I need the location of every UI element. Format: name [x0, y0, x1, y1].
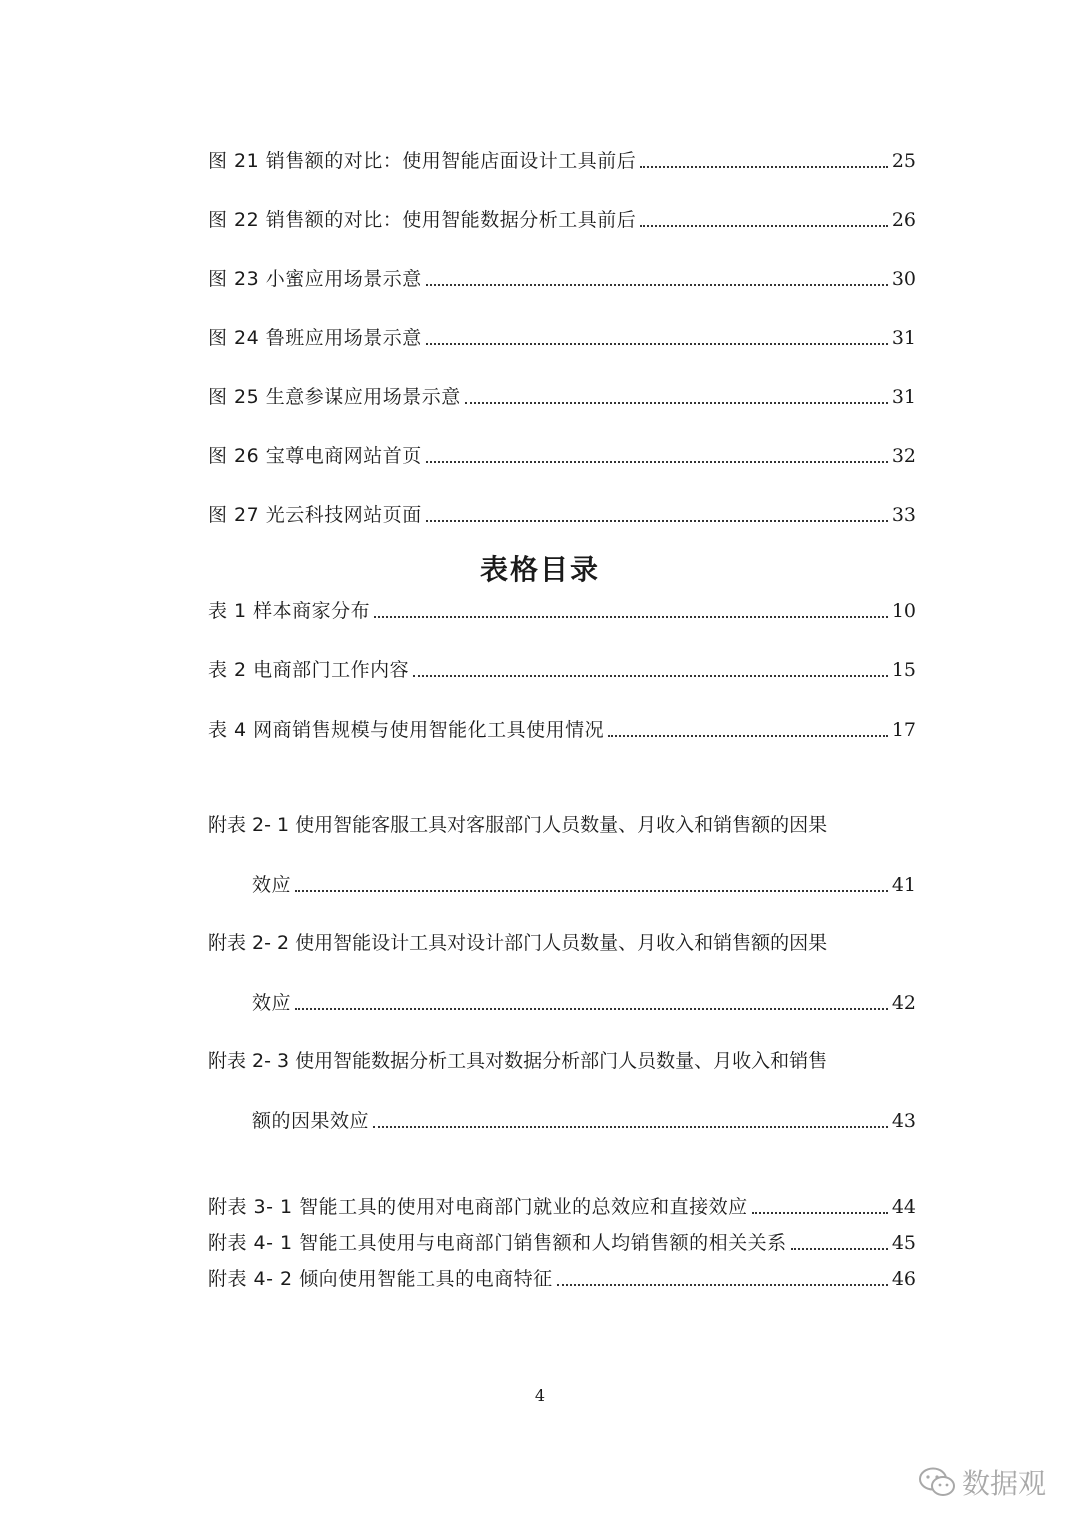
toc-entry-page: 25 — [891, 150, 916, 172]
toc-entry-fig-23[interactable] — [208, 264, 916, 294]
toc-entry-table-4[interactable] — [208, 715, 916, 745]
toc-entry-page: 41 — [891, 874, 916, 896]
toc-entry-fig-26[interactable] — [208, 441, 916, 471]
toc-entry-title: 图 24 鲁班应用场景示意 — [208, 327, 422, 349]
toc-leader — [791, 1248, 888, 1250]
page-number: 4 — [534, 1386, 546, 1405]
toc-entry-fig-27[interactable] — [208, 500, 916, 530]
toc-entry-title: 附表 2- 1 使用智能客服工具对客服部门人员数量、月收入和销售额的因果 — [208, 814, 828, 836]
toc-entry-table-1[interactable] — [208, 596, 916, 626]
toc-entry-page: 32 — [891, 445, 916, 467]
toc-entry-page: 46 — [891, 1268, 916, 1290]
toc-entry-title: 附表 3- 1 智能工具的使用对电商部门就业的总效应和直接效应 — [208, 1196, 748, 1218]
toc-entry-page: 43 — [891, 1110, 916, 1132]
toc-entry-page: 15 — [891, 659, 916, 681]
watermark-text: 数据观 — [961, 1467, 1046, 1500]
toc-entry-page: 31 — [891, 386, 916, 408]
toc-leader — [640, 225, 888, 227]
toc-entry-title: 图 23 小蜜应用场景示意 — [208, 268, 422, 290]
toc-entry-appendix-2-3-head[interactable] — [208, 1046, 916, 1076]
toc-leader — [752, 1212, 888, 1214]
toc-entry-fig-25[interactable] — [208, 382, 916, 412]
toc-entry-title: 附表 2- 2 使用智能设计工具对设计部门人员数量、月收入和销售额的因果 — [208, 932, 828, 954]
toc-entry-page: 26 — [891, 209, 916, 231]
toc-leader — [413, 675, 888, 677]
toc-entry-title: 图 26 宝尊电商网站首页 — [208, 445, 422, 467]
toc-entry-page: 33 — [891, 504, 916, 526]
toc-entry-appendix-2-2[interactable] — [252, 988, 916, 1018]
toc-entry-appendix-2-1-head[interactable] — [208, 810, 916, 840]
toc-entry-title: 附表 4- 1 智能工具使用与电商部门销售额和人均销售额的相关关系 — [208, 1232, 787, 1254]
toc-entry-title: 图 21 销售额的对比：使用智能店面设计工具前后 — [208, 150, 637, 172]
toc-entry-page: 30 — [891, 268, 916, 290]
toc-entry-title-cont: 额的因果效应 — [252, 1110, 370, 1132]
toc-leader — [374, 616, 888, 618]
toc-leader — [465, 402, 888, 404]
toc-leader — [295, 1008, 888, 1010]
toc-entry-title: 表 4 网商销售规模与使用智能化工具使用情况 — [208, 719, 605, 741]
toc-leader — [373, 1126, 888, 1128]
watermark — [918, 1462, 1046, 1502]
toc-leader — [426, 520, 888, 522]
toc-entry-page: 44 — [891, 1196, 916, 1218]
toc-entry-fig-21[interactable] — [208, 146, 916, 176]
toc-entry-fig-22[interactable] — [208, 205, 916, 235]
toc-leader — [640, 166, 888, 168]
toc-leader — [426, 343, 888, 345]
wechat-icon — [918, 1466, 956, 1498]
toc-entry-page: 10 — [891, 600, 916, 622]
toc-entry-title: 表 1 样本商家分布 — [208, 600, 371, 622]
toc-entry-page: 17 — [891, 719, 916, 741]
toc-leader — [426, 461, 888, 463]
toc-entry-title-cont: 效应 — [252, 874, 292, 896]
toc-entry-title: 表 2 电商部门工作内容 — [208, 659, 410, 681]
toc-leader — [426, 284, 888, 286]
toc-leader — [557, 1284, 888, 1286]
toc-entry-title: 附表 4- 2 倾向使用智能工具的电商特征 — [208, 1268, 553, 1290]
toc-entry-appendix-4-1[interactable] — [208, 1228, 916, 1258]
toc-entry-appendix-3-1[interactable] — [208, 1192, 916, 1222]
toc-entry-appendix-2-2-head[interactable] — [208, 928, 916, 958]
toc-entry-title-cont: 效应 — [252, 992, 292, 1014]
toc-entry-page: 42 — [891, 992, 916, 1014]
toc-entry-appendix-4-2[interactable] — [208, 1264, 916, 1294]
tables-section-title: 表格目录 — [479, 553, 600, 586]
toc-leader — [295, 890, 888, 892]
toc-entry-appendix-2-1[interactable] — [252, 870, 916, 900]
toc-entry-title: 图 27 光云科技网站页面 — [208, 504, 422, 526]
toc-entry-title: 图 22 销售额的对比：使用智能数据分析工具前后 — [208, 209, 637, 231]
toc-leader — [608, 735, 888, 737]
toc-entry-title: 附表 2- 3 使用智能数据分析工具对数据分析部门人员数量、月收入和销售 — [208, 1050, 828, 1072]
toc-entry-page: 31 — [891, 327, 916, 349]
toc-entry-appendix-2-3[interactable] — [252, 1106, 916, 1136]
toc-entry-page: 45 — [891, 1232, 916, 1254]
toc-entry-table-2[interactable] — [208, 655, 916, 685]
toc-entry-fig-24[interactable] — [208, 323, 916, 353]
toc-entry-title: 图 25 生意参谋应用场景示意 — [208, 386, 461, 408]
